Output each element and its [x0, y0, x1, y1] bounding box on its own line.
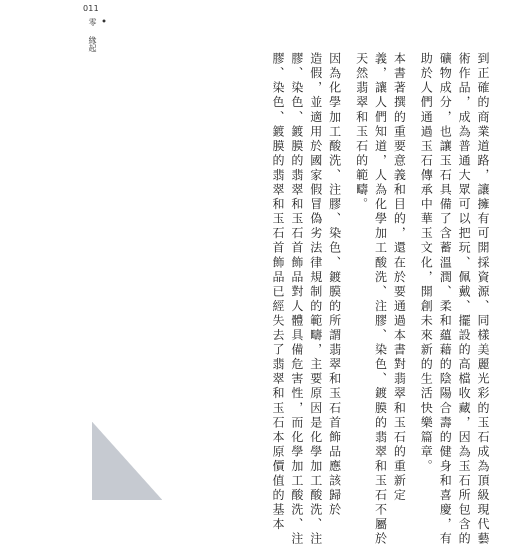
body-text: [162, 52, 492, 547]
running-head: [87, 18, 107, 52]
text-line: 天然翡翠和玉石的範疇。: [354, 52, 369, 213]
text-line: 因為化學加工酸洗、注膠、染色、鍍膜的所謂翡翠和玉石首飾品應該歸於: [327, 52, 342, 518]
text-line: 膠、染色、鍍膜的翡翠和玉石首飾品已經失去了翡翠和玉石本原價值的基本: [270, 52, 285, 533]
page-corner-decoration: [92, 422, 162, 500]
text-line: 造假，並適用於國家假冒偽劣法律規制的範疇，主要原因是化學加工酸洗、注: [308, 52, 323, 547]
text-line: 義，讓人們知道，人為化學加工酸洗、注膠、染色、鍍膜的翡翠和玉石不屬於: [373, 52, 388, 547]
text-line: 助於人們通過玉石傳承中華玉文化，開創未來新的生活快樂篇章。: [419, 52, 434, 474]
chapter-number: 零: [88, 18, 97, 26]
paragraph-3: [268, 52, 344, 547]
text-line: 術作品，成為普通大眾可以把玩、佩戴、擺設的高檔收藏，因為玉石所包含的: [457, 52, 472, 547]
page-header: [83, 4, 123, 64]
bullet-dot: •: [97, 18, 108, 24]
paragraph-1: [416, 52, 492, 547]
text-line: 礦物成分，也讓玉石具備了含蓄溫潤、柔和蘊藉的陰陽合壽的健身和喜慶，有: [438, 52, 453, 547]
chapter-title: 緣起: [88, 36, 97, 52]
text-line: 膠、染色、鍍膜的翡翠和玉石首飾品對人體具備危害性，而化學加工酸洗、注: [289, 52, 304, 547]
page-number: 011: [83, 4, 99, 13]
text-line: 本書著撰的重要意義和目的，還在於要通過本書對翡翠和玉石的重新定: [392, 52, 407, 504]
paragraph-2: [352, 52, 409, 547]
text-line: 到正確的商業道路，讓擁有可開採資源、同樣美麗光彩的玉石成為頂級現代藝: [476, 52, 490, 547]
